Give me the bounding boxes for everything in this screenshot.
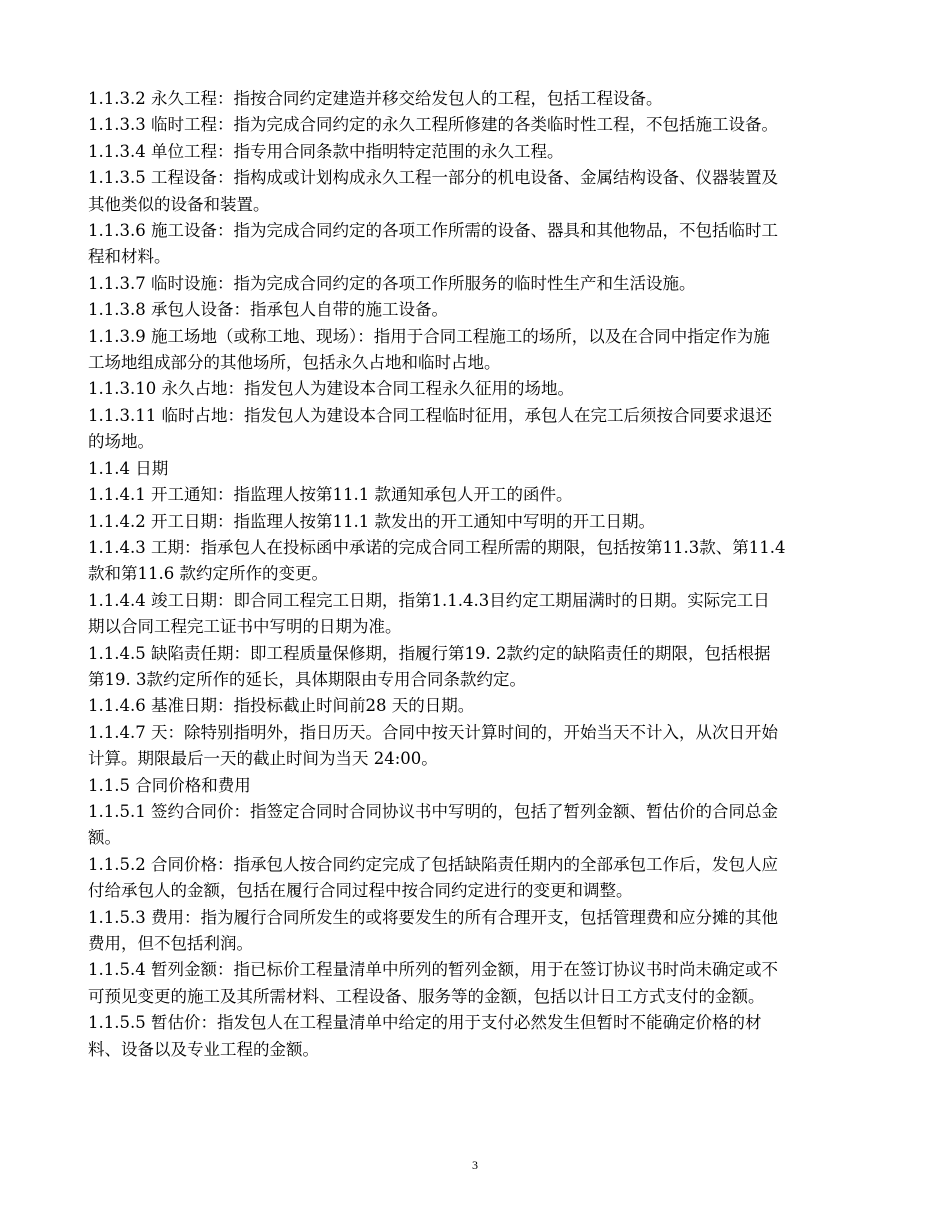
clause-1-1-4-6: 1.1.4.6 基准日期：指投标截止时间前28 天的日期。 bbox=[88, 696, 475, 716]
clause-1-1-5-3: 1.1.5.3 费用：指为履行合同所发生的或将要发生的所有合理开支，包括管理费和应分摊的其他 费用，但不包括利润。 bbox=[88, 907, 778, 953]
clause-1-1-4-7: 1.1.4.7 天：除特别指明外，指日历天。合同中按天计算时间的，开始当天不计入，从次日开始 计算。期限最后一天的截止时间为当天 24:00。 bbox=[88, 722, 778, 769]
clause-1-1-3-10: 1.1.3.10 永久占地：指发包人为建设本合同工程永久征用的场地。 bbox=[88, 379, 574, 399]
clause-1-1-3-3: 1.1.3.3 临时工程：指为完成合同约定的永久工程所修建的各类临时性工程，不包括施工设备。 bbox=[88, 115, 778, 135]
clause-1-1-3-6: 1.1.3.6 施工设备：指为完成合同约定的各项工作所需的设备、器具和其他物品，不包括临时工 程和材料。 bbox=[88, 221, 778, 267]
clause-1-1-5-5: 1.1.5.5 暂估价：指发包人在工程量清单中给定的用于支付必然发生但暂时不能确定价格的材 料、设备以及专业工程的金额。 bbox=[88, 1013, 762, 1059]
clause-1-1-5-2: 1.1.5.2 合同价格：指承包人按合同约定完成了包括缺陷责任期内的全部承包工作后，发包人应 付给承包人的金额，包括在履行合同过程中按合同约定进行的变更和调整。 bbox=[88, 854, 778, 901]
section-heading-1-1-5: 1.1.5 合同价格和费用 bbox=[88, 775, 251, 795]
clause-1-1-3-9: 1.1.3.9 施工场地（或称工地、现场）：指用于合同工程施工的场所，以及在合同中指定作为施 工场地组成部分的其他场所，包括永久占地和临时占地。 bbox=[88, 326, 770, 373]
clause-1-1-5-1: 1.1.5.1 签约合同价：指签定合同时合同协议书中写明的，包括了暂列金额、暂估价的合同总金 额。 bbox=[88, 801, 778, 848]
clause-1-1-3-4: 1.1.3.4 单位工程：指专用合同条款中指明特定范围的永久工程。 bbox=[88, 141, 564, 161]
clause-1-1-5-4: 1.1.5.4 暂列金额：指已标价工程量清单中所列的暂列金额，用于在签订协议书时尚未确定或不 可预见变更的施工及其所需材料、工程设备、服务等的金额，包括以计日工方式支付的金额。 bbox=[88, 960, 778, 1006]
clause-1-1-3-11: 1.1.3.11 临时占地：指发包人为建设本合同工程临时征用，承包人在完工后须按合同要求退还 的场地。 bbox=[88, 405, 772, 452]
clause-1-1-3-2: 1.1.3.2 永久工程：指按合同约定建造并移交给发包人的工程，包括工程设备。 bbox=[88, 89, 663, 108]
clause-1-1-4-3: 1.1.4.3 工期：指承包人在投标函中承诺的完成合同工程所需的期限，包括按第11.3款、第11.4 款和第11.6 款约定所作的变更。 bbox=[88, 537, 786, 584]
clause-1-1-4-2: 1.1.4.2 开工日期：指监理人按第11.1 款发出的开工通知中写明的开工日期。 bbox=[88, 511, 655, 531]
clause-1-1-4-5: 1.1.4.5 缺陷责任期：即工程质量保修期，指履行第19. 2款约定的缺陷责任的期限，包括根据 第19. 3款约定所作的延长，具体期限由专用合同条款约定。 bbox=[88, 643, 771, 689]
clause-1-1-4-1: 1.1.4.1 开工通知：指监理人按第11.1 款通知承包人开工的函件。 bbox=[88, 485, 573, 505]
clause-1-1-3-5: 1.1.3.5 工程设备：指构成或计划构成永久工程一部分的机电设备、金属结构设备、仪器装置及 其他类似的设备和装置。 bbox=[88, 168, 778, 214]
page-number: 3 bbox=[472, 1158, 478, 1172]
clause-1-1-3-7: 1.1.3.7 临时设施：指为完成合同约定的各项工作所服务的临时性生产和生活设施。 bbox=[88, 273, 696, 293]
section-heading-1-1-4: 1.1.4 日期 bbox=[88, 458, 169, 478]
clause-1-1-3-8: 1.1.3.8 承包人设备：指承包人自带的施工设备。 bbox=[88, 300, 448, 320]
document-body bbox=[88, 86, 878, 1063]
clause-1-1-4-4: 1.1.4.4 竣工日期：即合同工程完工日期，指第1.1.4.3目约定工期届满时的日期。实际完工日 期以合同工程完工证书中写明的日期为准。 bbox=[88, 590, 770, 637]
